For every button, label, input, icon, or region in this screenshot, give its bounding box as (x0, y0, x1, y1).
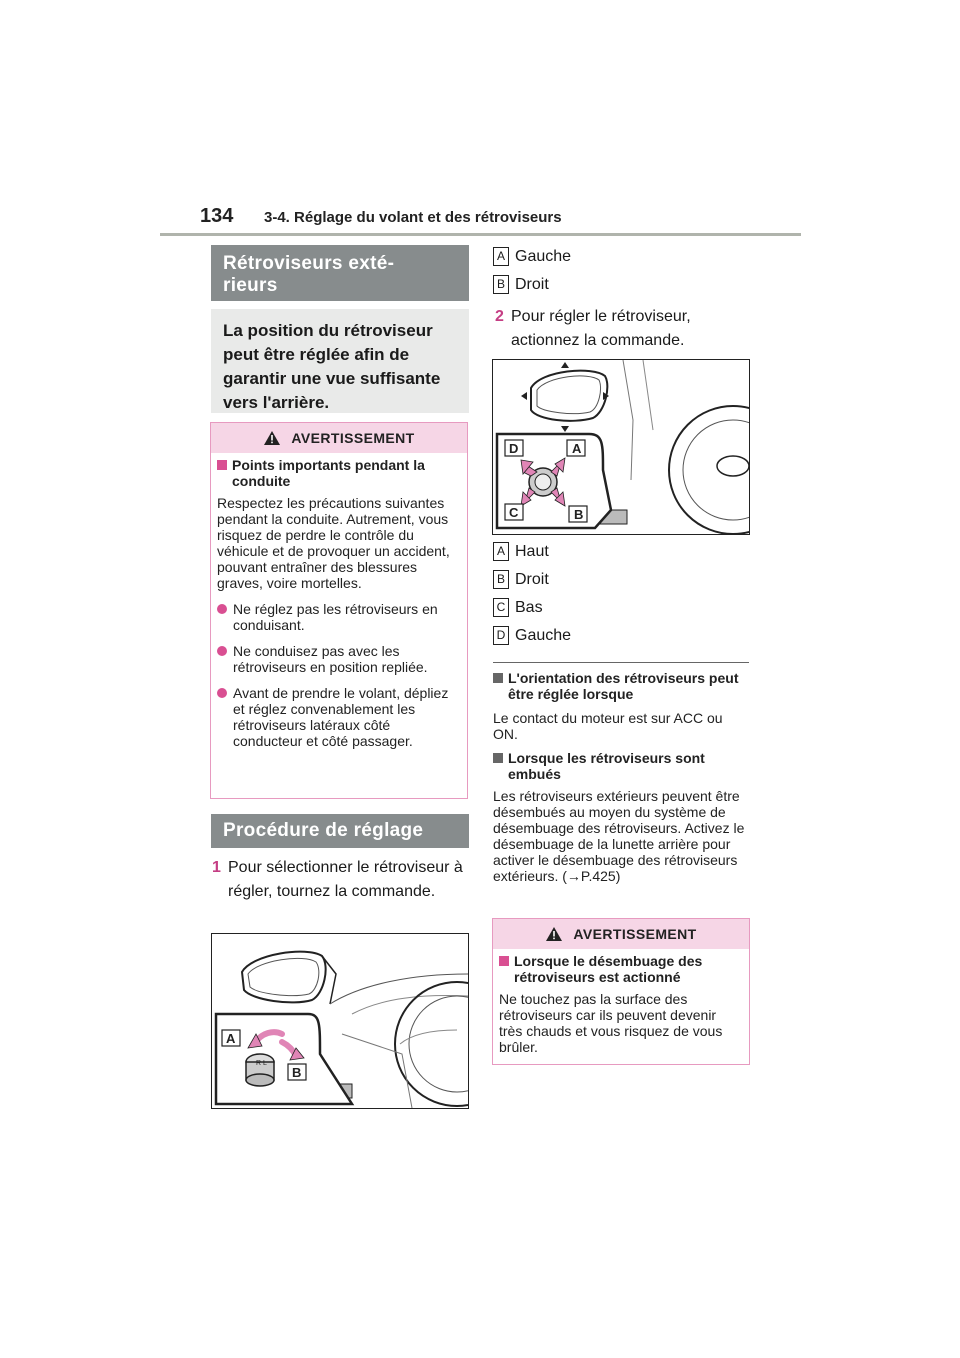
legend1-row (493, 275, 549, 294)
legend-key: D (493, 626, 509, 645)
square-bullet-icon (493, 753, 503, 763)
warning-paragraph: Respectez les précautions suivantes pendant la conduite. Autrement, vous risquez de perdre le contrôle du véhicule et de provoquer un accident, pouvant entraîner des blessures graves, voire mortelles. (217, 495, 450, 591)
figure2-label-b: B (574, 507, 584, 522)
legend-text: Gauche (515, 626, 572, 644)
bullet-dot-icon (217, 604, 227, 614)
legend-text: Haut (515, 542, 549, 560)
step-1-text: Pour sélectionner le rétroviseur à régler, tournez la commande. (228, 859, 463, 900)
info1-text: Le contact du moteur est sur ACC ou ON. (493, 710, 723, 742)
warning-bullet: Ne réglez pas les rétroviseurs en conduisant. (217, 601, 461, 633)
bullet-dot-icon (217, 688, 227, 698)
info-divider (493, 662, 749, 663)
section-title-line1: Rétroviseurs exté- (223, 253, 395, 274)
warning-box-2 (492, 918, 750, 1065)
mirror-selector-illustration (212, 934, 468, 1108)
figure-mirror-selector (211, 933, 469, 1109)
legend-text: Droit (515, 570, 549, 588)
info-section (493, 670, 751, 884)
procedure-title: Procédure de réglage (211, 814, 469, 848)
legend-key: C (493, 598, 509, 617)
warning-triangle-icon (263, 430, 281, 446)
square-bullet-icon (499, 956, 509, 966)
intro-box (211, 309, 469, 413)
legend-text: Gauche (515, 247, 572, 265)
warning-box (210, 422, 468, 799)
legend-key: B (493, 570, 509, 589)
bullet-dot-icon (217, 646, 227, 656)
page-number: 134 (200, 205, 234, 227)
warning-triangle-icon (545, 926, 563, 942)
square-bullet-icon (217, 460, 227, 470)
legend-key: B (493, 275, 509, 294)
warning-title: AVERTISSEMENT (291, 430, 415, 446)
figure2-label-c: C (509, 505, 519, 520)
legend-key: A (493, 542, 509, 561)
step-1-number: 1 (212, 859, 221, 876)
svg-text:R L: R L (256, 1060, 267, 1067)
section-title (211, 245, 469, 301)
legend-text: Bas (515, 598, 543, 616)
chapter-title: 3-4. Réglage du volant et des rétroviseurs (264, 209, 562, 226)
warning2-text: Ne touchez pas la surface des rétroviseurs car ils peuvent devenir très chauds et vous risquez de vous brûler. (499, 991, 723, 1055)
warning2-heading: Lorsque le désembuage des rétroviseurs est actionné (499, 953, 743, 985)
intro-text: La position du rétroviseur peut être réglée afin de garantir une vue suffisante vers l'arrière. (223, 321, 441, 412)
legend-text: Droit (515, 275, 549, 293)
figure-mirror-adjust (492, 359, 750, 535)
step-1 (212, 856, 468, 904)
legend1-row (493, 247, 571, 266)
legend2-row (493, 542, 549, 561)
legend2-row (493, 598, 543, 617)
warning-header (211, 423, 467, 453)
info2-text: Les rétroviseurs extérieurs peuvent être désembués au moyen du système de désembuage des rétroviseurs. Activez le désembuage de la lunette arrière pour activer le désembuage des rétroviseurs extérieurs. (→P.425) (493, 788, 745, 884)
warning-bullet: Ne conduisez pas avec les rétroviseurs en position repliée. (217, 643, 461, 675)
legend-key: A (493, 247, 509, 266)
figure2-label-a: A (572, 441, 582, 456)
figure1-label-a: A (226, 1031, 236, 1046)
info2-heading: Lorsque les rétroviseurs sont embués (493, 750, 751, 782)
step-2-text: Pour régler le rétroviseur, actionnez la commande. (511, 308, 691, 349)
warning2-header (493, 919, 749, 949)
step-2-number: 2 (495, 308, 504, 325)
square-bullet-icon (493, 673, 503, 683)
warning2-title: AVERTISSEMENT (573, 926, 697, 942)
figure2-label-d: D (509, 441, 519, 456)
figure1-label-b: B (292, 1065, 302, 1080)
legend2-row (493, 570, 549, 589)
mirror-adjust-illustration (493, 360, 749, 534)
step-2 (495, 305, 735, 353)
legend2-row (493, 626, 571, 645)
header-rule (160, 233, 801, 236)
section-title-line2: rieurs (223, 275, 278, 296)
warning-bullet: Avant de prendre le volant, dépliez et réglez convenablement les rétroviseurs latéraux côté conducteur et côté passager. (217, 685, 461, 749)
warning-heading: Points importants pendant la conduite (217, 457, 461, 489)
info1-heading: L'orientation des rétroviseurs peut être réglée lorsque (493, 670, 751, 702)
